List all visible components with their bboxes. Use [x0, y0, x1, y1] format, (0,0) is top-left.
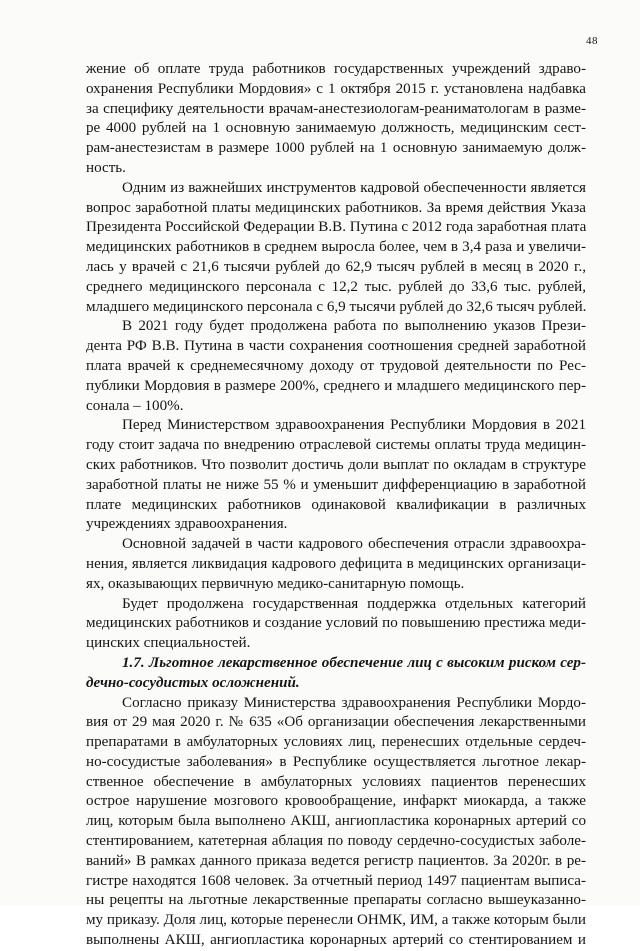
text-line: младшего медицинского персонала с 6,9 тысячи рублей до 32,6 тысяч рублей. [86, 298, 587, 315]
text-line: выполнены АКШ, ангиопластика коронарных артерий со стентированием и [86, 932, 586, 949]
text-line: жение об оплате труда работников государственных учреждений здраво- [86, 61, 586, 77]
text-line: вопрос заработной платы медицинских работников. За время действия Указа [86, 199, 586, 216]
text-line: Согласно приказу Министерства здравоохранения Республики Мордо- [122, 694, 586, 711]
paragraph-5 [86, 535, 586, 594]
text-line: медицинских работников и создание условий по повышению престижа меди- [86, 615, 586, 632]
section-heading-line: дечно-сосудистых осложнений. [86, 674, 300, 691]
text-line: Будет продолжена государственная поддержка отдельных категорий [122, 595, 586, 612]
text-line: за специфику деятельности врачам-анестезиологам-реаниматологам в разме- [86, 100, 586, 117]
text-line: ственное обеспечение в амбулаторных условиях пациентов перенесших [86, 773, 586, 790]
text-line: учреждениях здравоохранения. [86, 516, 288, 533]
text-line: Основной задачей в части кадрового обеспечения отрасли здравоохра- [122, 536, 586, 553]
text-line: ских работников. Что позволит достичь доли выплат по окладам в структуре [86, 456, 586, 473]
text-line: цинских специальностей. [86, 635, 251, 652]
text-line: заработной платы не ниже 55 % и уменьшит дифференциацию в заработной [86, 476, 586, 493]
page-body [86, 60, 586, 951]
paragraph-1 [86, 60, 586, 179]
section-heading [86, 654, 586, 694]
text-line: охранения Республики Мордовия» с 1 октября 2015 г. установлена надбавка [86, 80, 586, 97]
text-line: Перед Министерством здравоохранения Республики Мордовия в 2021 [122, 417, 586, 434]
text-line: В 2021 году будет продолжена работа по выполнению указов Прези- [122, 318, 586, 335]
paragraph-6 [86, 595, 586, 654]
text-line: нения, является ликвидация кадрового дефицита в медицинских организаци- [86, 555, 586, 572]
paragraph-4 [86, 416, 586, 535]
text-line: публики Мордовия в размере 200%, среднего и младшего медицинского пер- [86, 377, 586, 394]
text-line: Одним из важнейших инструментов кадровой обеспеченности является [122, 179, 586, 196]
text-line: медицинских работников в среднем выросла более, чем в 3,4 раза и увеличи- [86, 239, 586, 256]
text-line: Президента Российской Федерации В.В. Путина с 2012 года заработная плата [86, 219, 587, 236]
paragraph-3 [86, 317, 586, 416]
text-line: ваний» В рамках данного приказа ведется регистр пациентов. За 2020г. в ре- [86, 852, 586, 869]
text-line: гистре находятся 1608 человек. За отчетный период 1497 пациентам выписа- [86, 872, 586, 889]
text-line: лиц, которым была выполнено АКШ, ангиопластика коронарных артерий со [86, 813, 586, 830]
page-number: 48 [586, 35, 598, 47]
text-line: среднего медицинского персонала с 12,2 тыс. рублей до 33,6 тыс. рублей, [86, 278, 586, 295]
text-line: ность. [86, 159, 126, 176]
section-heading-line: 1.7. Льготное лекарственное обеспечение лиц с высоким риском сер- [122, 654, 586, 671]
text-line: году стоит задача по внедрению отраслевой системы оплаты труда медицин- [86, 437, 586, 454]
text-line: но-сосудистые заболевания» в Республике осуществляется льготное лекар- [86, 753, 586, 770]
text-line: плате медицинских работников одинаковой квалификации в различных [86, 496, 586, 513]
text-line: рам-анестезистам в размере 1000 рублей на 1 основную занимаемую долж- [86, 140, 586, 157]
text-line: препаратами в амбулаторных условиях лиц, перенесших отдельные сердеч- [86, 734, 586, 751]
text-line: ре 4000 рублей на 1 основную занимаемую должность, медицинским сест- [86, 120, 586, 137]
text-line: стентированием, катетерная аблация по поводу сердечно-сосудистых заболе- [86, 833, 586, 850]
text-line: плата врачей к среднемесячному доходу от трудовой деятельности по Рес- [86, 357, 586, 374]
text-line: лась у врачей с 21,6 тысячи рублей до 62,9 тысяч рублей в месяц в 2020 г., [86, 258, 586, 275]
paragraph-2 [86, 179, 586, 318]
text-line: ны рецепты на льготные лекарственные препараты согласно вышеуказанно- [86, 892, 586, 909]
paragraph-7 [86, 694, 586, 951]
text-line: вия от 29 мая 2020 г. № 635 «Об организации обеспечения лекарственными [86, 714, 586, 731]
text-line: сонала – 100%. [86, 397, 184, 414]
text-line: острое нарушение мозгового кровообращение, инфаркт миокарда, а также [86, 793, 586, 810]
text-line: ях, оказывающих первичную медико-санитарную помощь. [86, 575, 465, 592]
text-line: дента РФ В.В. Путина в части сохранения соотношения средней заработной [86, 338, 586, 355]
text-line: му приказу. Доля лиц, которые перенесли ОНМК, ИМ, а также которым были [86, 912, 587, 929]
